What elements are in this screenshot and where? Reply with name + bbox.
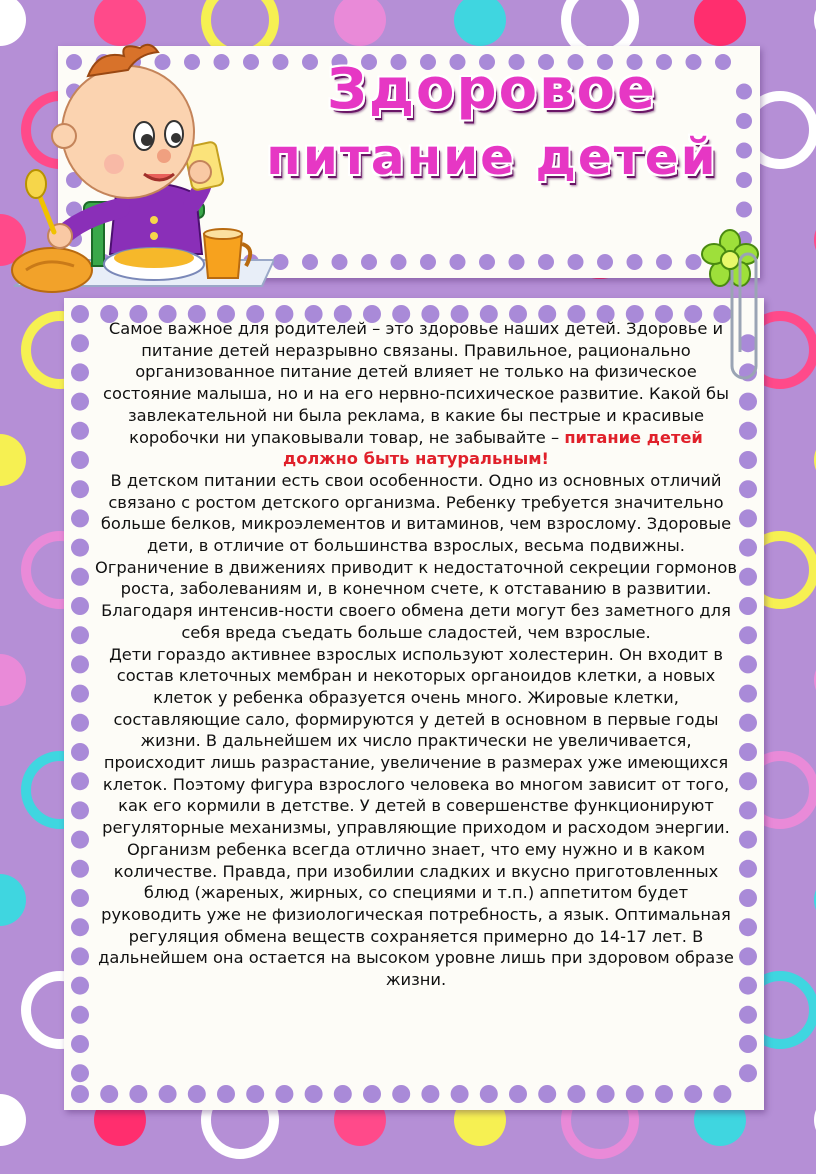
- background-dot: [454, 0, 506, 46]
- punch-hole: [391, 254, 407, 270]
- punch-hole: [71, 451, 89, 469]
- punch-hole: [739, 393, 757, 411]
- punch-hole: [188, 1085, 206, 1103]
- punch-hole: [71, 772, 89, 790]
- page-title: [232, 57, 752, 186]
- punch-hole: [71, 685, 89, 703]
- punch-hole: [713, 1085, 731, 1103]
- punch-hole: [71, 1064, 89, 1082]
- punch-hole: [597, 254, 613, 270]
- punch-hole: [739, 685, 757, 703]
- punch-hole: [739, 480, 757, 498]
- background-dot: [334, 0, 386, 46]
- punch-hole: [568, 254, 584, 270]
- punch-hole: [302, 254, 318, 270]
- punch-hole: [159, 1085, 177, 1103]
- punch-hole: [71, 860, 89, 878]
- punch-hole: [739, 714, 757, 732]
- punch-hole: [739, 977, 757, 995]
- punch-hole: [479, 254, 495, 270]
- punch-hole: [739, 422, 757, 440]
- punch-hole: [739, 509, 757, 527]
- punch-hole: [71, 743, 89, 761]
- punch-hole: [71, 626, 89, 644]
- punch-hole: [739, 1006, 757, 1024]
- punch-hole: [739, 597, 757, 615]
- title-line-1: Здоровое: [327, 57, 657, 122]
- background-dot: [0, 654, 26, 706]
- punch-hole: [275, 1085, 293, 1103]
- punch-hole: [71, 1035, 89, 1053]
- paragraph-2: В детском питании есть свои особенности. Одно из основных отличий связано с ростом детского организма. Ребенку требуется значительно больше белков, микроэлементов и витаминов, чем взрослому. Здоровые дети, в отличие от большинства взрослых, весьма подвижны. Ограничение в движениях приводит к недостаточной секреции гормонов роста, заболеваниям и, в конечном счете, к отставанию в развитии. Благодаря интенсив-ности своего обмена дети могут без заметного для себя вреда съедать больше сладостей, чем взрослые.: [95, 470, 737, 642]
- punch-hole: [71, 568, 89, 586]
- background-dot: [0, 434, 26, 486]
- punch-hole: [273, 254, 289, 270]
- punch-hole: [71, 393, 89, 411]
- highlight-text: питание детей должно быть натуральным!: [283, 427, 703, 469]
- punch-hole: [656, 254, 672, 270]
- punch-hole: [451, 1085, 469, 1103]
- punch-hole: [71, 422, 89, 440]
- punch-hole: [684, 1085, 702, 1103]
- punch-hole: [567, 1085, 585, 1103]
- punch-hole: [627, 254, 643, 270]
- paragraph-1-text: Самое важное для родителей – это здоровье наших детей. Здоровье и питание детей неразрывно связаны. Правильное, рационально организованное питание детей влияет не только на физическое состояние малыша, но и на его нервно-психическое развитие. Какой бы завлекательной ни была реклама, в какие бы пестрые и красивые коробочки ни упаковывали товар, не забывайте –: [103, 319, 729, 447]
- punch-hole: [361, 254, 377, 270]
- punch-hole: [739, 451, 757, 469]
- punch-hole: [71, 334, 89, 352]
- punch-hole: [739, 743, 757, 761]
- punch-hole: [71, 714, 89, 732]
- punch-hole: [739, 831, 757, 849]
- punch-hole: [739, 860, 757, 878]
- punch-hole: [100, 1085, 118, 1103]
- punch-hole: [71, 918, 89, 936]
- punch-hole: [71, 947, 89, 965]
- punch-hole: [655, 1085, 673, 1103]
- paragraph-1: [94, 318, 738, 470]
- punch-hole: [71, 539, 89, 557]
- punch-hole: [420, 254, 436, 270]
- punch-hole: [332, 254, 348, 270]
- punch-hole: [739, 626, 757, 644]
- background-dot: [694, 0, 746, 46]
- punch-hole: [739, 1035, 757, 1053]
- punch-hole: [739, 655, 757, 673]
- punch-hole: [480, 1085, 498, 1103]
- punch-hole: [363, 1085, 381, 1103]
- paragraph-3: Дети гораздо активнее взрослых используют холестерин. Он входит в состав клеточных мембран и некоторых органоидов клетки, а новых клеток у ребенка образуется очень много. Жировые клетки, составляющие сало, формируются у детей в основном в первые годы жизни. В дальнейшем их число практически не увеличивается, происходит лишь разрастание, увеличение в размерах уже имеющихся клеток. Поэтому фигура взрослого человека во многом зависит от того, как его кормили в детстве. У детей в совершенстве функционируют регуляторные механизмы, управляющие приходом и расходом энергии. Организм ребенка всегда отлично знает, что ему нужно и в каком количестве. Правда, при изобилии сладких и вкусно приготовленных блюд (жареных, жирных, со специями и т.п.) аппетитом будет руководить уже не физиологическая потребность, а язык. Оптимальная регуляция обмена веществ сохраняется примерно до 14-17 лет. В дальнейшем она остается на высоком уровне лишь при здоровом образе жизни.: [98, 644, 734, 990]
- background-dot: [0, 1094, 26, 1146]
- punch-hole: [538, 1085, 556, 1103]
- punch-hole: [71, 480, 89, 498]
- punch-hole: [739, 889, 757, 907]
- punch-hole: [217, 1085, 235, 1103]
- punch-hole: [739, 918, 757, 936]
- punch-hole: [246, 1085, 264, 1103]
- article-body: [94, 318, 738, 991]
- punch-hole: [392, 1085, 410, 1103]
- punch-hole: [334, 1085, 352, 1103]
- background-dot: [0, 874, 26, 926]
- punch-hole: [450, 254, 466, 270]
- punch-hole: [71, 509, 89, 527]
- punch-hole: [71, 597, 89, 615]
- punch-hole: [71, 977, 89, 995]
- punch-hole: [71, 1085, 89, 1103]
- punch-hole: [71, 1006, 89, 1024]
- punch-hole: [509, 1085, 527, 1103]
- punch-hole: [71, 801, 89, 819]
- punch-hole: [739, 947, 757, 965]
- punch-hole: [71, 363, 89, 381]
- punch-hole: [739, 772, 757, 790]
- punch-hole: [739, 1064, 757, 1082]
- punch-hole: [626, 1085, 644, 1103]
- punch-hole: [71, 889, 89, 907]
- punch-hole: [739, 568, 757, 586]
- punch-hole: [538, 254, 554, 270]
- punch-hole: [71, 831, 89, 849]
- punch-hole: [739, 539, 757, 557]
- punch-hole: [71, 305, 89, 323]
- title-line-2: питание детей: [266, 128, 718, 186]
- baby-eating-icon: [4, 24, 274, 294]
- punch-hole: [421, 1085, 439, 1103]
- punch-hole: [71, 655, 89, 673]
- punch-hole: [129, 1085, 147, 1103]
- punch-hole: [597, 1085, 615, 1103]
- punch-hole: [736, 202, 752, 218]
- punch-hole: [739, 801, 757, 819]
- punch-hole: [509, 254, 525, 270]
- punch-hole: [305, 1085, 323, 1103]
